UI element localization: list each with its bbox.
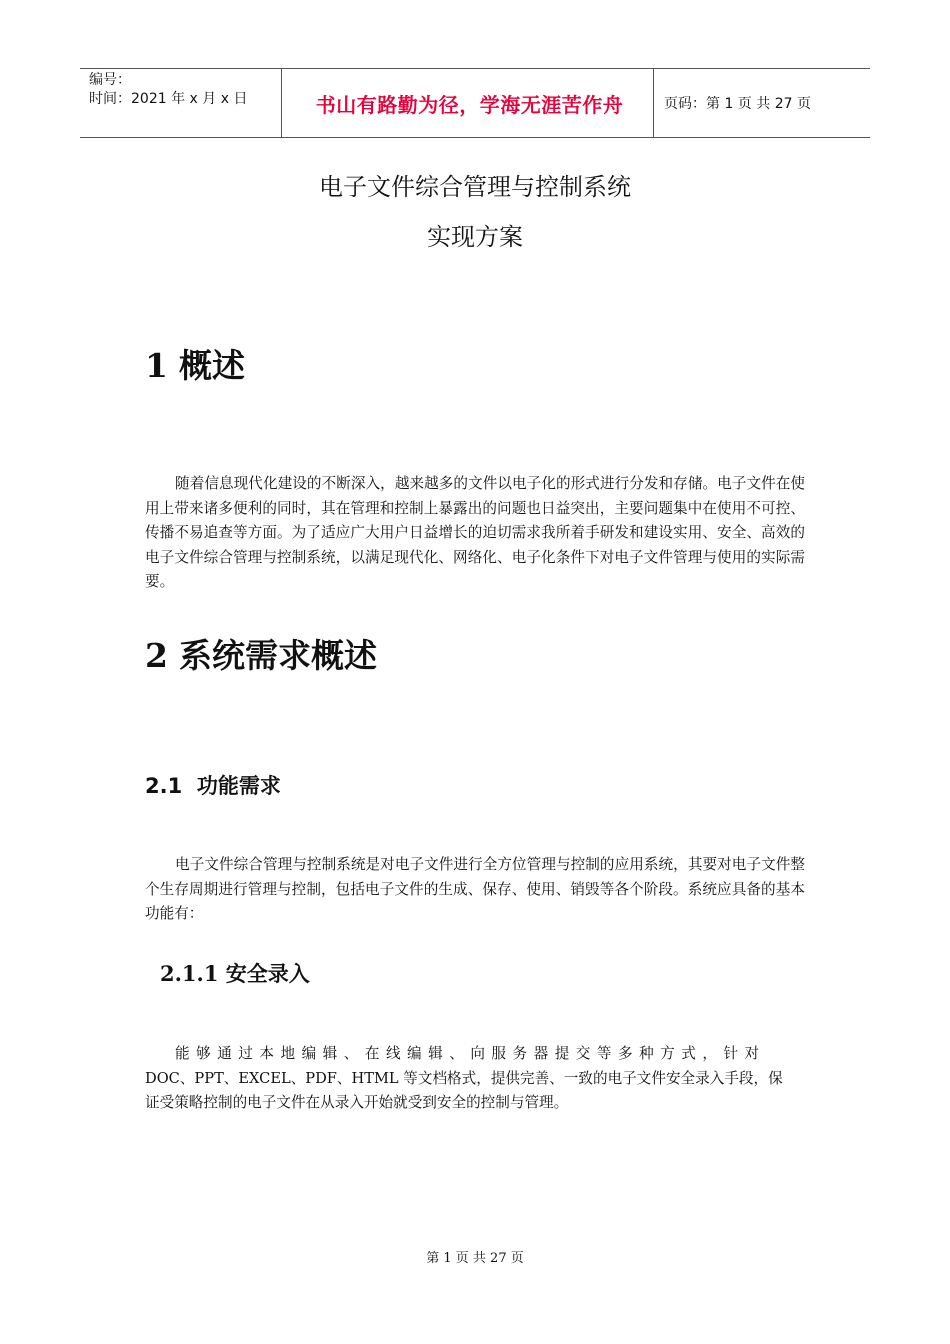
page-footer: 第 1 页 共 27 页 — [426, 1251, 524, 1266]
section-2-number: 2 — [145, 636, 168, 675]
document-title-line1: 电子文件综合管理与控制系统 — [319, 173, 631, 201]
section-1-heading — [145, 340, 245, 387]
section-1-number: 1 — [145, 346, 168, 385]
header-meta — [80, 69, 281, 137]
document-title-line2: 实现方案 — [427, 223, 523, 251]
header-motto-cell — [281, 69, 654, 137]
section-2-title: 系统需求概述 — [179, 636, 377, 675]
number-label: 编号： — [89, 72, 131, 88]
header-motto: 书山有路勤为径，学海无涯苦作舟 — [315, 92, 624, 117]
section-2-1-heading — [145, 770, 281, 800]
header-page-info: 页码：第 1 页 共 27 页 — [664, 96, 811, 112]
time-label: 时间：2021 年 x 月 x 日 — [89, 91, 248, 107]
section-2-1-1-line1: 能够通过本地编辑、在线编辑、向服务器提交等多种方式，针对 — [175, 1045, 766, 1062]
section-1-title: 概述 — [179, 346, 245, 385]
section-2-1-1-line2: DOC、PPT、EXCEL、PDF、HTML 等文档格式，提供完善、一致的电子文件安全录入手段，保 — [145, 1069, 783, 1087]
section-2-1-paragraph: 电子文件综合管理与控制系统是对电子文件进行全方位管理与控制的应用系统，其要对电子文件整个生存周期进行管理与控制，包括电子文件的生成、保存、使用、销毁等各个阶段。系统应具备的基本功能有： — [145, 856, 805, 922]
section-2-1-1-paragraph — [145, 1042, 805, 1116]
section-2-1-1-number: 2.1.1 — [160, 961, 219, 986]
section-2-1-1-heading — [160, 958, 310, 988]
section-2-heading — [145, 630, 377, 677]
section-2-1-number: 2.1 — [145, 774, 183, 798]
section-2-1-1-title: 安全录入 — [225, 961, 310, 986]
section-2-1-title: 功能需求 — [196, 774, 281, 798]
page-header — [80, 68, 870, 138]
section-1-paragraph: 随着信息现代化建设的不断深入，越来越多的文件以电子化的形式进行分发和存储。电子文件在使用上带来诸多便利的同时，其在管理和控制上暴露出的问题也日益突出，主要问题集中在使用不可控、传播不易追查等方面。为了适应广大用户日益增长的迫切需求我所着手研发和建设实用、安全、高效的电子文件综合管理与控制系统，以满足现代化、网络化、电子化条件下对电子文件管理与使用的实际需要。 — [145, 475, 805, 590]
section-2-1-1-line3: 证受策略控制的电子文件在从录入开始就受到安全的控制与管理。 — [145, 1094, 569, 1111]
